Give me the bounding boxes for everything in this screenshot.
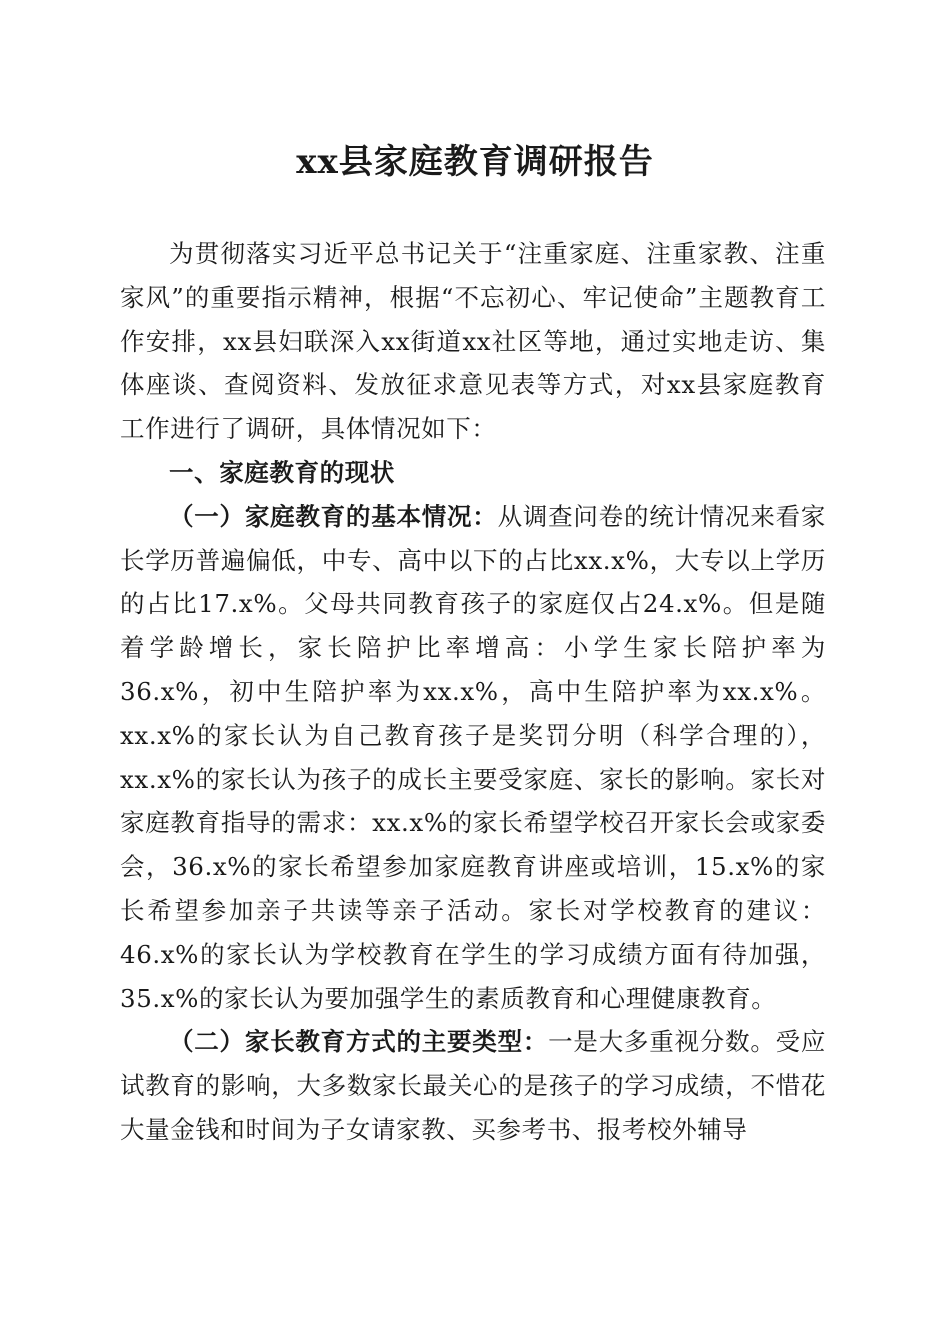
- document-title: xx县家庭教育调研报告: [296, 142, 654, 182]
- paragraph-text: 从调查问卷的统计情况来看家长学历普遍偏低，中专、高中以下的占比xx.x%，大专以上学历的占比17.x%。父母共同教育孩子的家庭仅占24.x%。但是随着学龄增长，家长陪护比率增高：小学生家长陪护率为36.x%，初中生陪护率为xx.x%，高中生陪护率为xx.x%。xx.x%的家长认为自己教育孩子是奖罚分明（科学合理的），xx.x%的家长认为孩子的成长主要受家庭、家长的影响。家长对家庭教育指导的需求：xx.x%的家长希望学校召开家长会或家委会，36.x%的家长希望参加家庭教育讲座或培训，15.x%的家长希望参加亲子共读等亲子活动。家长对学校教育的建议：46.x%的家长认为学校教育在学生的学习成绩方面有待加强，35.x%的家长认为要加强学生的素质教育和心理健康教育。: [120, 501, 826, 1013]
- section-heading: 一、家庭教育的现状: [169, 457, 395, 487]
- document-body: [120, 232, 826, 1152]
- paragraph-lead: （一）家庭教育的基本情况：: [169, 501, 498, 531]
- basic-situation-paragraph: [120, 495, 826, 1021]
- intro-paragraph: 为贯彻落实习近平总书记关于“注重家庭、注重家教、注重家风”的重要指示精神，根据“不忘初心、牢记使命”主题教育工作安排，xx县妇联深入xx街道xx社区等地，通过实地走访、集体座谈、查阅资料、发放征求意见表等方式，对xx县家庭教育工作进行了调研，具体情况如下：: [120, 239, 826, 444]
- education-types-paragraph: [120, 1020, 826, 1151]
- paragraph-lead: （二）家长教育方式的主要类型：: [169, 1027, 549, 1057]
- paragraph-text: 一是大多重视分数。受应试教育的影响，大多数家长最关心的是孩子的学习成绩，不惜花大量金钱和时间为子女请家教、买参考书、报考校外辅导: [120, 1027, 826, 1144]
